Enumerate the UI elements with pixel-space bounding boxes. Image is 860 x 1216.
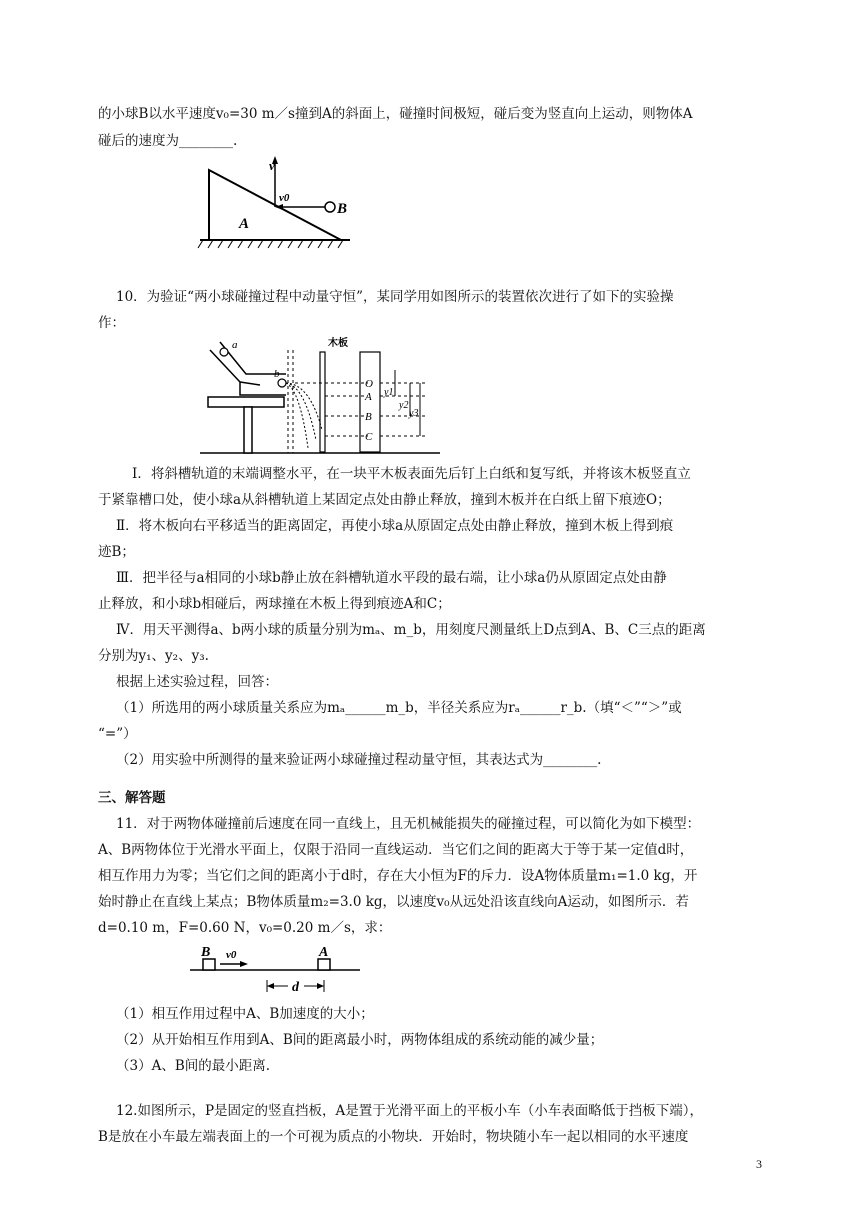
block-A-label: A (319, 945, 329, 960)
q11-line-2: A、B两物体位于光滑水平面上，仅限于沿同一直线运动．当它们之间的距离大于等于某一定值d时， (98, 842, 694, 858)
page-number: 3 (756, 1157, 762, 1171)
point-B: B (365, 411, 372, 423)
point-A: A (365, 391, 372, 403)
ball-a-label: a (232, 339, 238, 351)
v-label: v (269, 158, 275, 173)
q10-sub1-a: （1）所选用的两小球质量关系应为mₐ______m_b，半径关系应为rₐ______r_b.（填“＜”“＞”或 (116, 700, 682, 716)
q10-sub2: （2）用实验中所测得的量来验证两小球碰撞过程动量守恒，其表达式为________. (116, 752, 602, 768)
point-C: C (365, 431, 373, 443)
q10-sub1-b: “=”） (98, 726, 137, 742)
q11-line-5: d=0.10 m，F=0.60 N，v₀=0.20 m／s，求： (98, 920, 392, 936)
v0-label: v0 (279, 192, 290, 204)
point-O: O (365, 378, 373, 390)
d-label: d (292, 980, 299, 995)
q10-step4-b: 分别为y₁、y₂、y₃. (98, 648, 209, 664)
q10-step2-b: 迹B； (98, 544, 135, 560)
q10-step2-a: Ⅱ．将木板向右平移适当的距离固定，再使小球a从原固定点处由静止释放，撞到木板上得到痕 (116, 518, 674, 534)
q9-line-1: 的小球B以水平速度v₀=30 m／s撞到A的斜面上，碰撞时间极短，碰后变为竖直向上运动，则物体A (98, 106, 693, 122)
q9-line-2: 碰后的速度为________. (98, 133, 238, 149)
q11-sub1: （1）相互作用过程中A、B加速度的大小； (116, 1006, 374, 1022)
q11-line-3: 相互作用力为零；当它们之间的距离小于d时，存在大小恒为F的斥力．设A物体质量m₁=1.0 kg，开 (98, 868, 698, 884)
q10-step4-a: Ⅳ．用天平测得a、b两小球的质量分别为mₐ、m_b，用刻度尺测量纸上D点到A、B、C三点的距离 (116, 622, 706, 638)
q10-step3-b: 止释放，和小球b相碰后，两球撞在木板上得到痕迹A和C； (98, 596, 451, 612)
y2-label: y2 (399, 400, 409, 411)
q10-step1-b: 于紧靠槽口处，使小球a从斜槽轨道上某固定点处由静止释放，撞到木板并在白纸上留下痕迹O； (98, 492, 671, 508)
q9-wedge-figure (195, 152, 355, 252)
v0-arrow-label: v0 (226, 949, 237, 961)
y1-label: y1 (384, 387, 394, 398)
q10-answer-intro: 根据上述实验过程，回答： (116, 674, 278, 690)
q10-step1-a: Ⅰ．将斜槽轨道的末端调整水平，在一块平木板表面先后钉上白纸和复写纸，并将该木板竖直立 (132, 466, 691, 482)
q10-apparatus-figure (200, 330, 440, 455)
q10-intro-1: 10．为验证“两小球碰撞过程中动量守恒”，某同学用如图所示的装置依次进行了如下的实验操 (116, 289, 674, 305)
q11-line-4: 始时静止在直线上某点；B物体质量m₂=3.0 kg，以速度v₀从远处沿该直线向A运动，如图所示．若 (98, 894, 689, 910)
q11-sub3: （3）A、B间的最小距离. (116, 1058, 271, 1074)
y3-label: y3 (409, 408, 419, 419)
section-title: 三、解答题 (98, 790, 166, 806)
ball-b-label: b (274, 368, 280, 380)
q12-line-1: 12.如图所示，P是固定的竖直挡板，A是置于光滑平面上的平板小车（小车表面略低于挡板下端）， (116, 1103, 704, 1119)
q11-sub2: （2）从开始相互作用到A、B间的距离最小时，两物体组成的系统动能的减少量； (116, 1032, 604, 1048)
q11-line-1: 11．对于两物体碰撞前后速度在同一直线上，且无机械能损失的碰撞过程，可以简化为如下模型： (116, 816, 701, 832)
B-label: B (337, 201, 348, 217)
board-label: 木板 (328, 338, 348, 349)
A-label: A (239, 216, 250, 232)
q10-intro-2: 作： (98, 315, 125, 331)
q12-line-2: B是放在小车最左端表面上的一个可视为质点的小物块．开始时，物块随小车一起以相同的水平速度 (98, 1129, 689, 1145)
block-B-label: B (201, 945, 211, 960)
q11-blocks-figure (190, 944, 360, 999)
q10-step3-a: Ⅲ．把半径与a相同的小球b静止放在斜槽轨道水平段的最右端，让小球a仍从原固定点处由静 (116, 570, 667, 586)
